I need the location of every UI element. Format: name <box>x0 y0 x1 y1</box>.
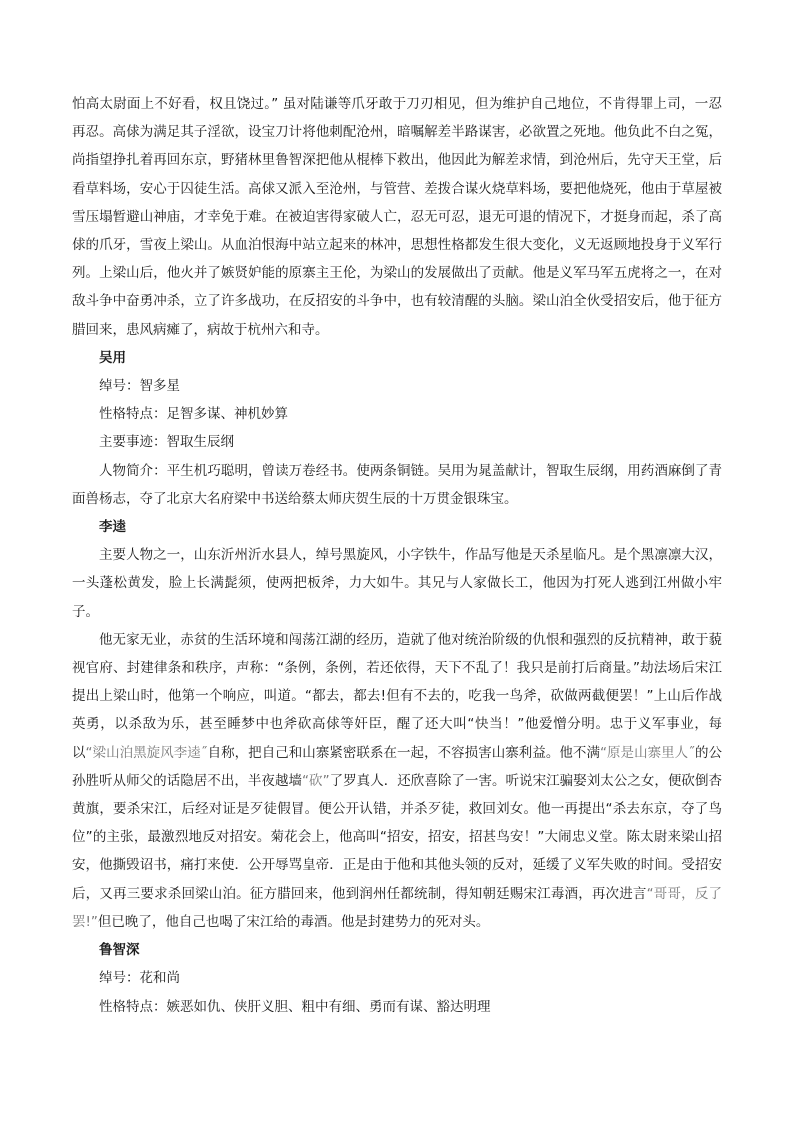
wu-yong-deeds: 主要事迹：智取生辰纲 <box>99 434 234 451</box>
li-kui-p2-quote-gege: “哥哥，反了罢!” <box>72 885 723 930</box>
wu-yong-intro: 人物简介：平生机巧聪明，曾读万卷经书。使两条铜链。吴用为晁盖献计，智取生辰纲，用药酒麻倒了青面兽杨志，夺了北京大名府梁中书送给蔡太师庆贺生辰的十万贯金银珠宝。 <box>72 462 722 507</box>
li-kui-p2-part-g: 了罗真人．还欣喜除了一害。听说宋江骗娶刘太公之女，便砍倒杏黄旗，要杀宋江，后经对证是歹徒假冒。便公开认错，并杀歹徒，救回刘女。他一再提出“杀去东京，夺了鸟位”的主张，最激烈地反对招安。菊花会上，他高叫“招安，招安，招甚鸟安！”大闹忠义堂。陈太尉来梁山招安，他撕毁诏书，痛打来使．公开辱骂皇帝．正是由于他和其他头领的反对，延缓了义军失败的时间。受招安后，又再三要求杀回梁山泊。征方腊回来，他到润州任都统制，得知朝廷赐宋江毒酒，再次进言 <box>72 772 722 902</box>
li-kui-p2-part-a: 他无家无业，赤贫的生活环境和闯荡江湖的经历，造就了他对统治阶级的仇恨和强烈的反抗精神，敢于藐视官府、封建律条和秩序，声称：“条例，条例，若还依得，天下不乱了！我只是前打后商量。”劫法场后宋江提出上梁山时，他第一个响应，叫道。“都去，都去!但有不去的，吃我一鸟斧，砍做两截便罢！”上山后作战英勇，以杀敌为乐，甚至睡梦中也斧砍高俅等奸臣，醒了还大叫“快当！”他爱憎分明。忠于义军事业，每以 <box>72 631 722 761</box>
lu-zhishen-traits: 性格特点：嫉恶如仇、侠肝义胆、粗中有细、勇而有谋、豁达明理 <box>99 998 491 1015</box>
li-kui-p2-quote-kan: “砍” <box>302 772 330 789</box>
heading-li-kui: 李逵 <box>99 519 126 536</box>
lu-zhishen-nickname: 绰号：花和尚 <box>99 970 180 987</box>
paragraph-lin-chong: 怕高太尉面上不好看，权且饶过。” 虽对陆谦等爪牙敢于刀刃相见，但为维护自己地位，不肯得罪上司，一忍再忍。高俅为满足其子淫欲，设宝刀计将他刺配沧州，暗嘱解差半路谋害，必欲置之死地。他负此不白之冤，尚指望挣扎着再回东京，野猪林里鲁智深把他从棍棒下救出，他因此为解差求情，到沧州后，先守天王堂，后看草料场，安心于囚徒生活。高俅又派入至沧州，与管营、差拨合谋火烧草料场，要把他烧死，他由于草屋被雪压塌暂避山神庙，才幸免于难。在被迫害得家破人亡，忍无可忍，退无可退的情况下，才挺身而起，杀了高俅的爪牙，雪夜上梁山。从血泊恨海中站立起来的林冲，思想性格都发生很大变化，义无返顾地投身于义军行列。上梁山后，他火并了嫉贤妒能的原寨主王伦，为梁山的发展做出了贡献。他是义军马军五虎将之一，在对敌斗争中奋勇冲杀，立了许多战功，在反招安的斗争中，也有较清醒的头脑。梁山泊全伙受招安后，他于征方腊回来，患风病瘫了，病故于杭州六和寺。 <box>72 96 722 338</box>
li-kui-p2-quote-gongsun: “原是山寨里人˝ <box>599 744 695 761</box>
document-page <box>72 90 722 1021</box>
wu-yong-traits: 性格特点：足智多谋、神机妙算 <box>99 406 288 423</box>
li-kui-paragraph-2 <box>72 626 722 936</box>
li-kui-p2-part-i: 但已晚了，他自己也喝了宋江给的毒酒。他是封建势力的死对头。 <box>97 913 490 930</box>
li-kui-p2-part-c: 自称，把自己和山寨紧密联系在一起，不容损害山寨利益。他不满 <box>207 744 600 761</box>
wu-yong-nickname: 绰号：智多星 <box>99 378 180 395</box>
li-kui-p2-part-e: 的公孙胜听从师父的话隐居不出，半夜越墙 <box>72 744 723 789</box>
heading-lu-zhishen: 鲁智深 <box>99 942 140 959</box>
li-kui-p2-quote-self: “梁山泊黑旋风李逵˝ <box>85 744 208 761</box>
heading-wu-yong: 吴用 <box>99 349 126 366</box>
li-kui-paragraph-1: 主要人物之一，山东沂州沂水县人，绰号黑旋风，小字铁牛，作品写他是天杀星临凡。是个黑凛凛大汉，一头蓬松黄发，脸上长满髭须，使两把板斧，力大如牛。其兄与人家做长工，他因为打死人逃到江州做小牢子。 <box>72 547 722 620</box>
